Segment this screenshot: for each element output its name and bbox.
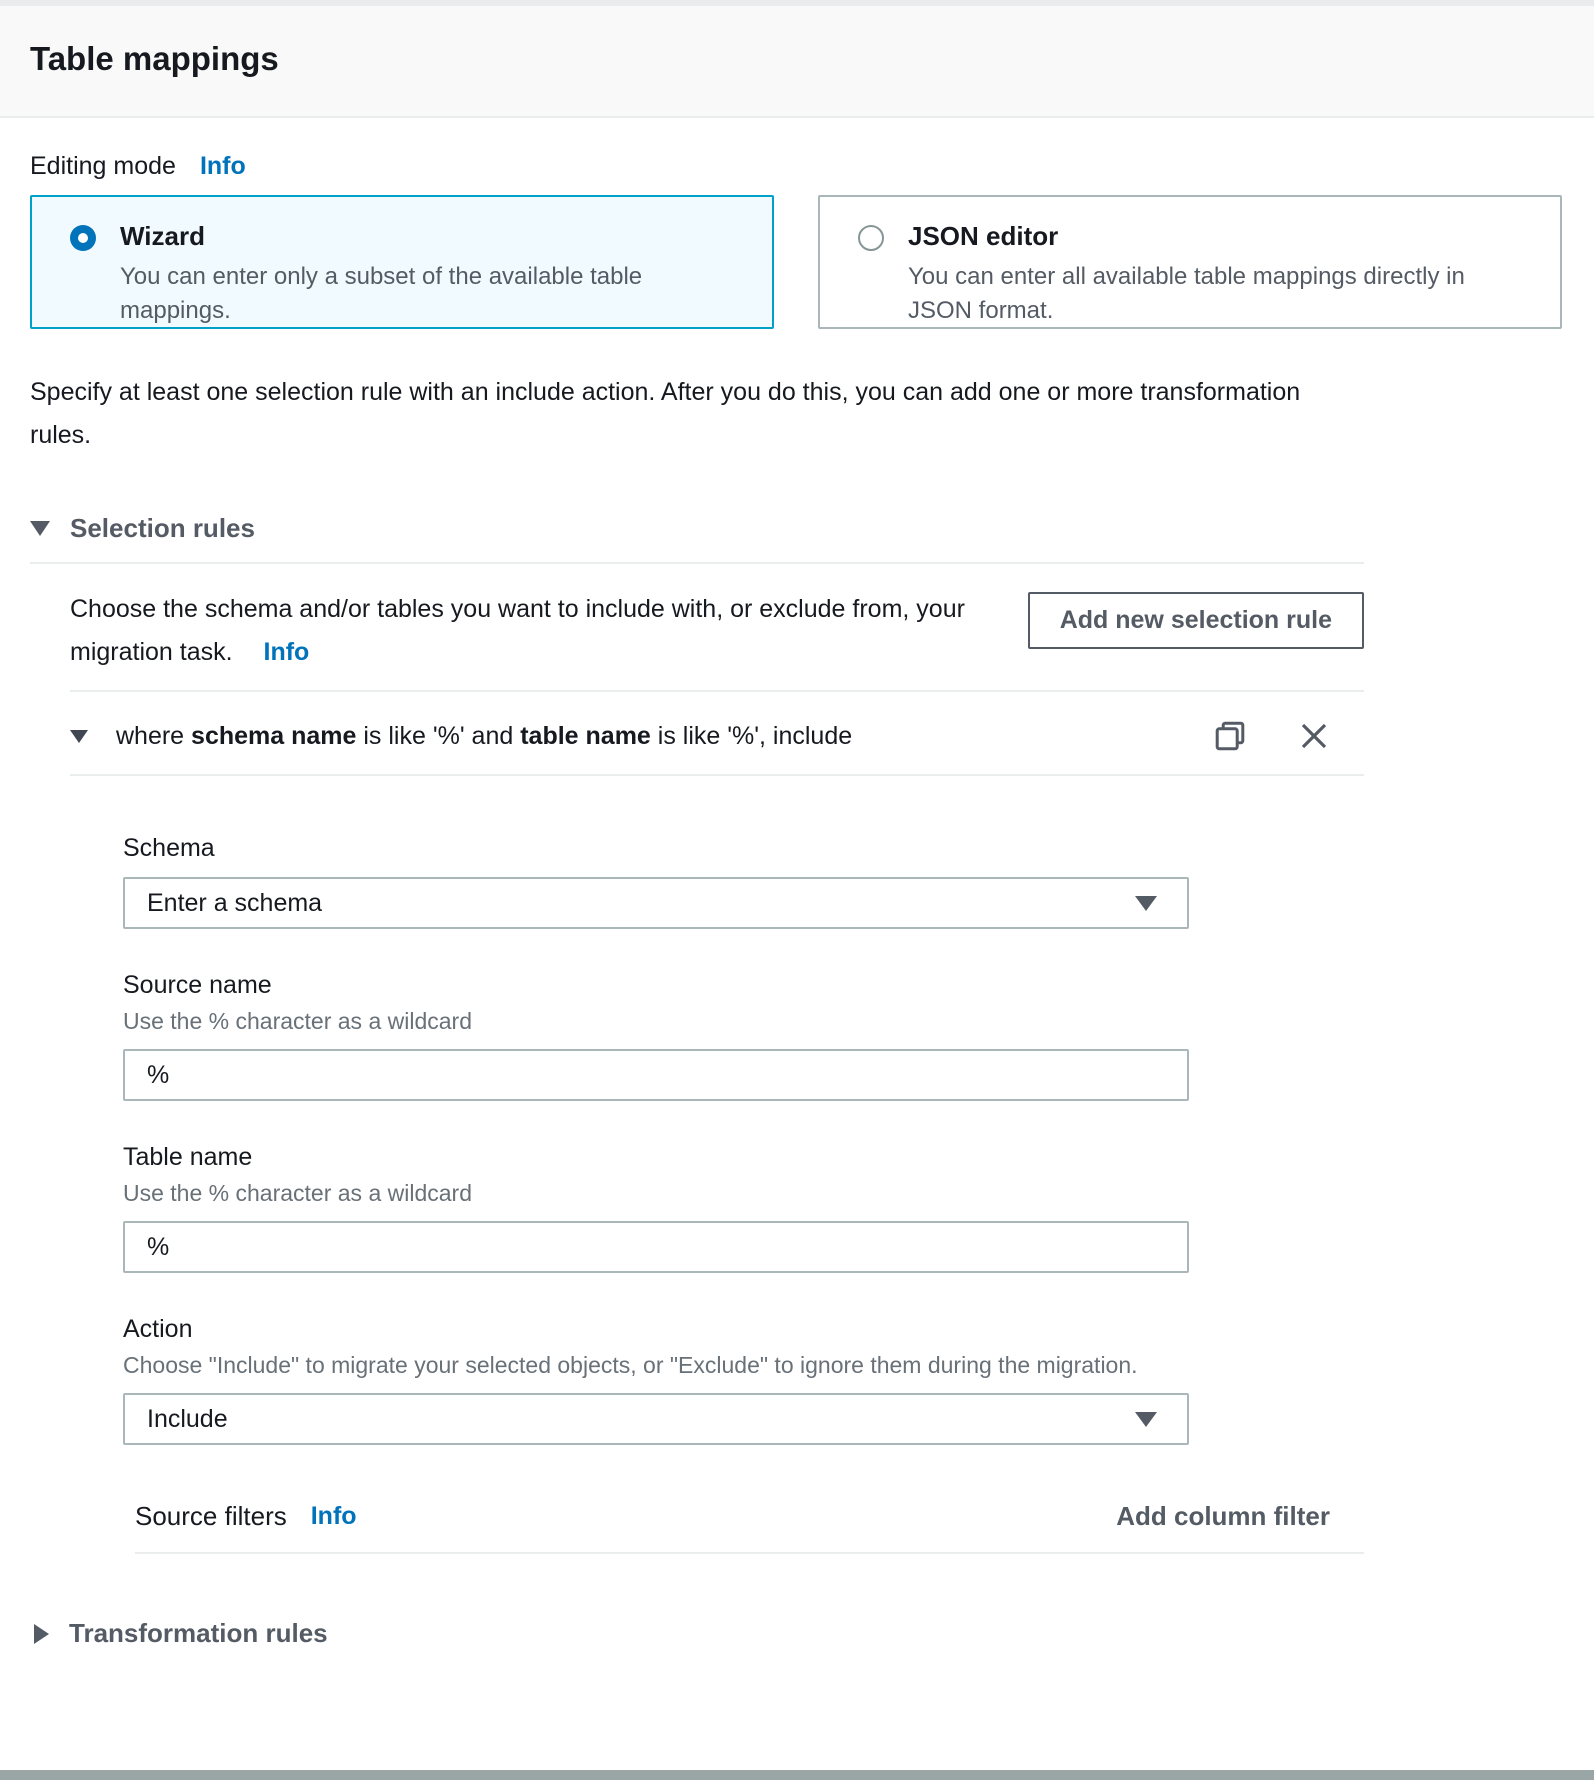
source-filters-label: Source filters	[135, 1501, 287, 1531]
radio-card-wizard[interactable]	[30, 195, 774, 329]
chevron-down-icon	[1135, 1412, 1157, 1427]
table-name-helper: Use the % character as a wildcard	[123, 1180, 472, 1206]
source-filters-row	[135, 1501, 1364, 1532]
source-name-helper: Use the % character as a wildcard	[123, 1008, 472, 1034]
transformation-rules-title: Transformation rules	[69, 1618, 328, 1648]
transformation-rules-header[interactable]	[30, 1618, 1564, 1649]
selection-rules-header[interactable]	[30, 513, 1364, 544]
action-select-value: Include	[147, 1404, 228, 1433]
schema-label: Schema	[123, 834, 215, 862]
source-filters-info-link[interactable]: Info	[310, 1502, 357, 1530]
radio-card-json-editor[interactable]	[818, 195, 1562, 329]
intro-text: Specify at least one selection rule with an include action. After you do this, you can add one or more transformation rules.	[30, 378, 1301, 449]
schema-select-value: Enter a schema	[147, 888, 323, 917]
add-new-selection-rule-button[interactable]: Add new selection rule	[1028, 592, 1364, 649]
selection-rules-title: Selection rules	[70, 513, 255, 543]
rule-summary-schema: schema name	[191, 721, 357, 750]
json-card-description: You can enter all available table mappings directly in JSON format.	[908, 263, 1465, 324]
rule-chevron-down-icon[interactable]	[70, 730, 88, 743]
editing-mode-label: Editing mode	[30, 152, 176, 180]
source-name-input-wrap	[123, 1049, 1189, 1101]
chevron-right-icon	[34, 1624, 49, 1644]
radio-unselected-icon[interactable]	[858, 225, 884, 251]
selection-rules-description-row	[30, 588, 1364, 674]
divider	[70, 774, 1364, 776]
table-name-input[interactable]	[147, 1233, 1165, 1262]
editing-mode-options	[30, 195, 1564, 329]
divider	[70, 690, 1364, 692]
selection-rules-description-text: Choose the schema and/or tables you want to include with, or exclude from, your migration task.	[70, 595, 965, 666]
table-name-input-wrap	[123, 1221, 1189, 1273]
bottom-divider-strip	[0, 1770, 1594, 1780]
action-helper: Choose "Include" to migrate your selected objects, or "Exclude" to ignore them during the migration.	[123, 1352, 1138, 1378]
action-label: Action	[123, 1315, 193, 1343]
rule-summary-text	[116, 722, 852, 751]
close-rule-icon[interactable]	[1298, 720, 1330, 752]
json-card-title: JSON editor	[908, 221, 1059, 251]
selection-rules-info-link[interactable]: Info	[263, 638, 310, 666]
source-name-input[interactable]	[147, 1061, 1165, 1090]
selection-rules-section	[30, 513, 1364, 1554]
chevron-down-icon	[1135, 896, 1157, 911]
source-name-field-group	[123, 971, 1189, 1101]
panel-header	[0, 6, 1594, 118]
selection-rules-description	[70, 588, 982, 674]
selection-rule-form	[123, 834, 1189, 1445]
action-field-group	[123, 1315, 1189, 1445]
editing-mode-info-link[interactable]: Info	[199, 152, 246, 180]
duplicate-rule-icon[interactable]	[1214, 720, 1246, 752]
schema-field-group	[123, 834, 1189, 929]
rule-summary-seg2: is like '%' and	[356, 721, 521, 750]
editing-mode-row	[30, 152, 1564, 181]
wizard-card-description: You can enter only a subset of the available table mappings.	[120, 263, 643, 324]
rule-summary-seg1: where	[116, 721, 192, 750]
table-name-field-group	[123, 1143, 1189, 1273]
rule-summary-seg3: is like '%', include	[650, 721, 853, 750]
schema-select[interactable]	[123, 877, 1189, 929]
rule-actions	[1214, 720, 1330, 752]
selection-rule-summary-row	[30, 720, 1364, 752]
radio-selected-icon[interactable]	[70, 225, 96, 251]
panel-content	[0, 152, 1594, 1649]
wizard-card-title: Wizard	[120, 221, 205, 251]
json-card-text	[908, 221, 1468, 328]
page-title: Table mappings	[30, 40, 279, 77]
add-column-filter-button[interactable]: Add column filter	[1116, 1501, 1330, 1531]
table-name-label: Table name	[123, 1143, 253, 1171]
rule-summary-table: table name	[520, 721, 651, 750]
divider	[135, 1552, 1364, 1554]
chevron-down-icon	[30, 521, 50, 536]
action-select[interactable]	[123, 1393, 1189, 1445]
source-name-label: Source name	[123, 971, 272, 999]
divider	[30, 562, 1364, 564]
wizard-card-text	[120, 221, 680, 328]
